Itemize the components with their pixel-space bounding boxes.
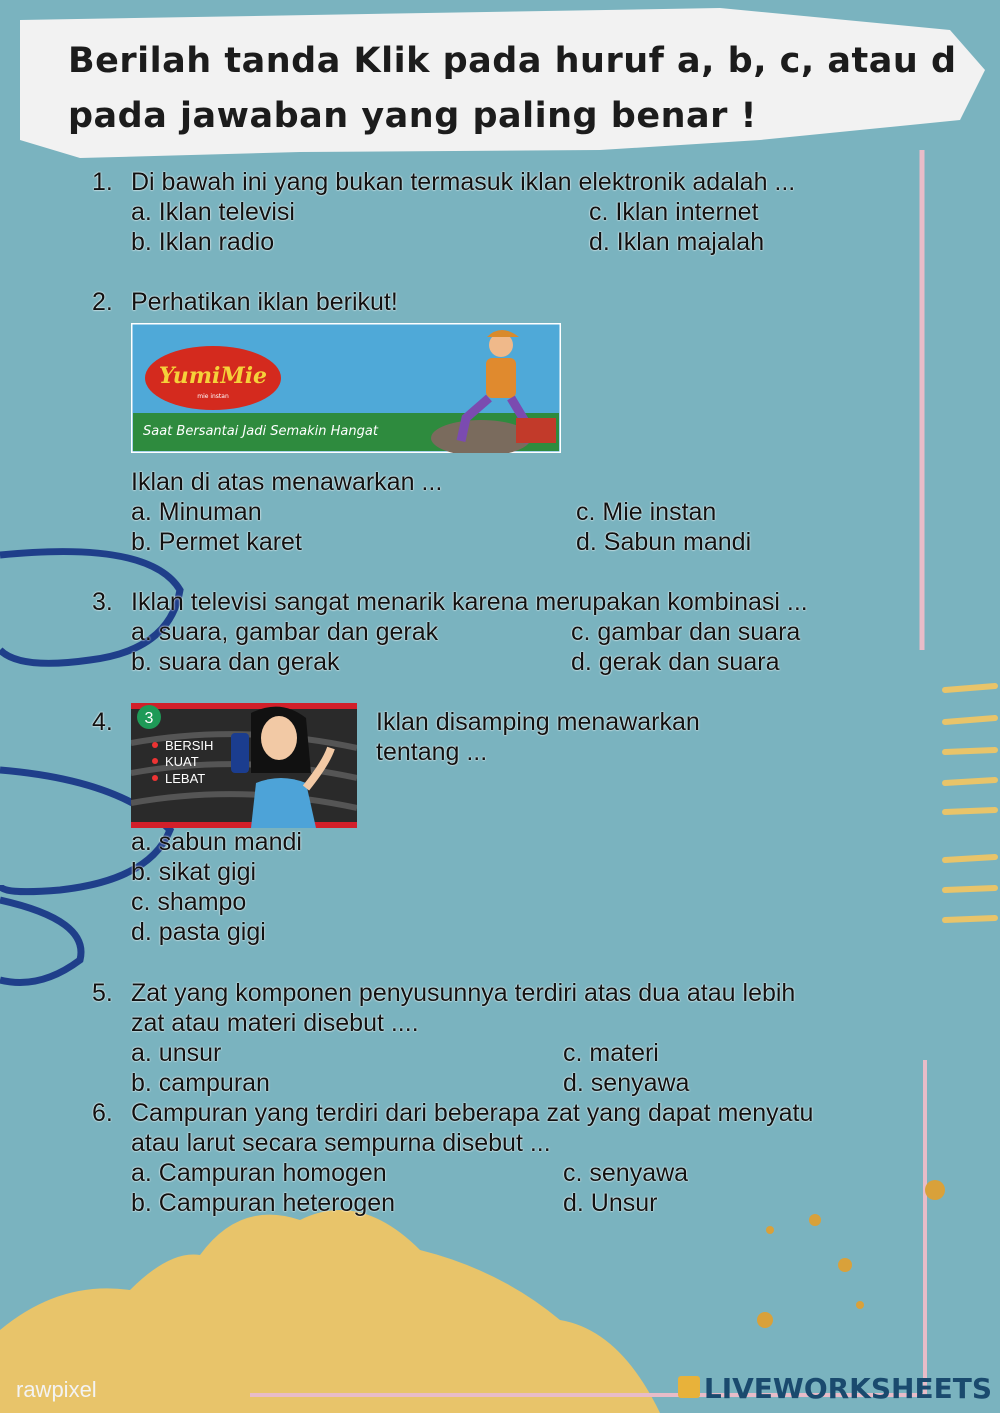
question-number: 6. [92,1099,113,1127]
question-text-line-1: Iklan disamping menawarkan [376,708,700,736]
option-b[interactable]: b. campuran [131,1069,270,1097]
option-d[interactable]: d. pasta gigi [131,918,266,946]
option-c[interactable]: c. Iklan internet [589,198,759,226]
option-c[interactable]: c. materi [563,1039,659,1067]
basket-shape [516,418,556,443]
rawpixel-watermark: rawpixel [16,1377,97,1402]
ad-slogan: Saat Bersantai Jadi Semakin Hangat [143,424,378,439]
ad-bullet: BERSIH [165,738,214,753]
brand-logo-subtext: mie instan [197,393,229,400]
option-c[interactable]: c. senyawa [563,1159,689,1187]
question-text-line-2: zat atau materi disebut .... [131,1009,419,1037]
shampoo-ad-image [131,703,357,828]
option-b[interactable]: b. Iklan radio [131,228,275,256]
question-text: Iklan di atas menawarkan ... [131,468,443,496]
option-a[interactable]: a. unsur [131,1039,222,1067]
option-a[interactable]: a. Iklan televisi [131,198,295,226]
question-number: 2. [92,288,113,316]
option-a[interactable]: a. Minuman [131,498,262,526]
gold-speckles [757,1180,945,1328]
noodle-ad-image [131,323,561,453]
liveworksheets-logo-icon [678,1376,700,1398]
sand-shape [0,1210,660,1413]
option-d[interactable]: d. senyawa [563,1069,690,1097]
option-b[interactable]: b. suara dan gerak [131,648,340,676]
instruction-line-2: pada jawaban yang paling benar ! [68,96,758,136]
yellow-stripes [945,686,995,920]
shampoo-bottle [231,733,249,773]
liveworksheets-brand[interactable] [678,1372,992,1405]
option-a[interactable]: a. Campuran homogen [131,1159,387,1187]
option-d[interactable]: d. Unsur [563,1189,658,1217]
question-number: 3. [92,588,113,616]
question-text: Perhatikan iklan berikut! [131,288,398,316]
instruction-title [68,34,968,144]
question-text: Iklan televisi sangat menarik karena merupakan kombinasi ... [131,588,808,616]
question-number: 1. [92,168,113,196]
option-b[interactable]: b. sikat gigi [131,858,257,886]
option-d[interactable]: d. gerak dan suara [571,648,780,676]
brand-logo-text: YumiMie [158,363,268,389]
ad-bullet: KUAT [165,754,199,769]
option-d[interactable]: d. Sabun mandi [576,528,752,556]
option-c[interactable]: c. shampo [131,888,247,916]
question-text-line-1: Zat yang komponen penyusunnya terdiri atas dua atau lebih [131,979,796,1007]
question-text-line-1: Campuran yang terdiri dari beberapa zat yang dapat menyatu [131,1099,814,1127]
question-text-line-2: atau larut secara sempurna disebut ... [131,1129,551,1157]
badge-number: 3 [144,710,154,727]
instruction-line-1: Berilah tanda Klik pada huruf a, b, c, atau d [68,41,957,81]
option-a[interactable]: a. sabun mandi [131,828,302,856]
question-number: 4. [92,708,113,736]
ad-bullet: LEBAT [165,771,206,786]
question-text-line-2: tentang ... [376,738,488,766]
question-text: Di bawah ini yang bukan termasuk iklan elektronik adalah ... [131,168,796,196]
option-d[interactable]: d. Iklan majalah [589,228,765,256]
option-b[interactable]: b. Permet karet [131,528,302,556]
brand-text: LIVEWORKSHEETS [703,1372,992,1405]
option-a[interactable]: a. suara, gambar dan gerak [131,618,439,646]
option-c[interactable]: c. gambar dan suara [571,618,801,646]
option-b[interactable]: b. Campuran heterogen [131,1189,396,1217]
question-number: 5. [92,979,113,1007]
option-c[interactable]: c. Mie instan [576,498,717,526]
